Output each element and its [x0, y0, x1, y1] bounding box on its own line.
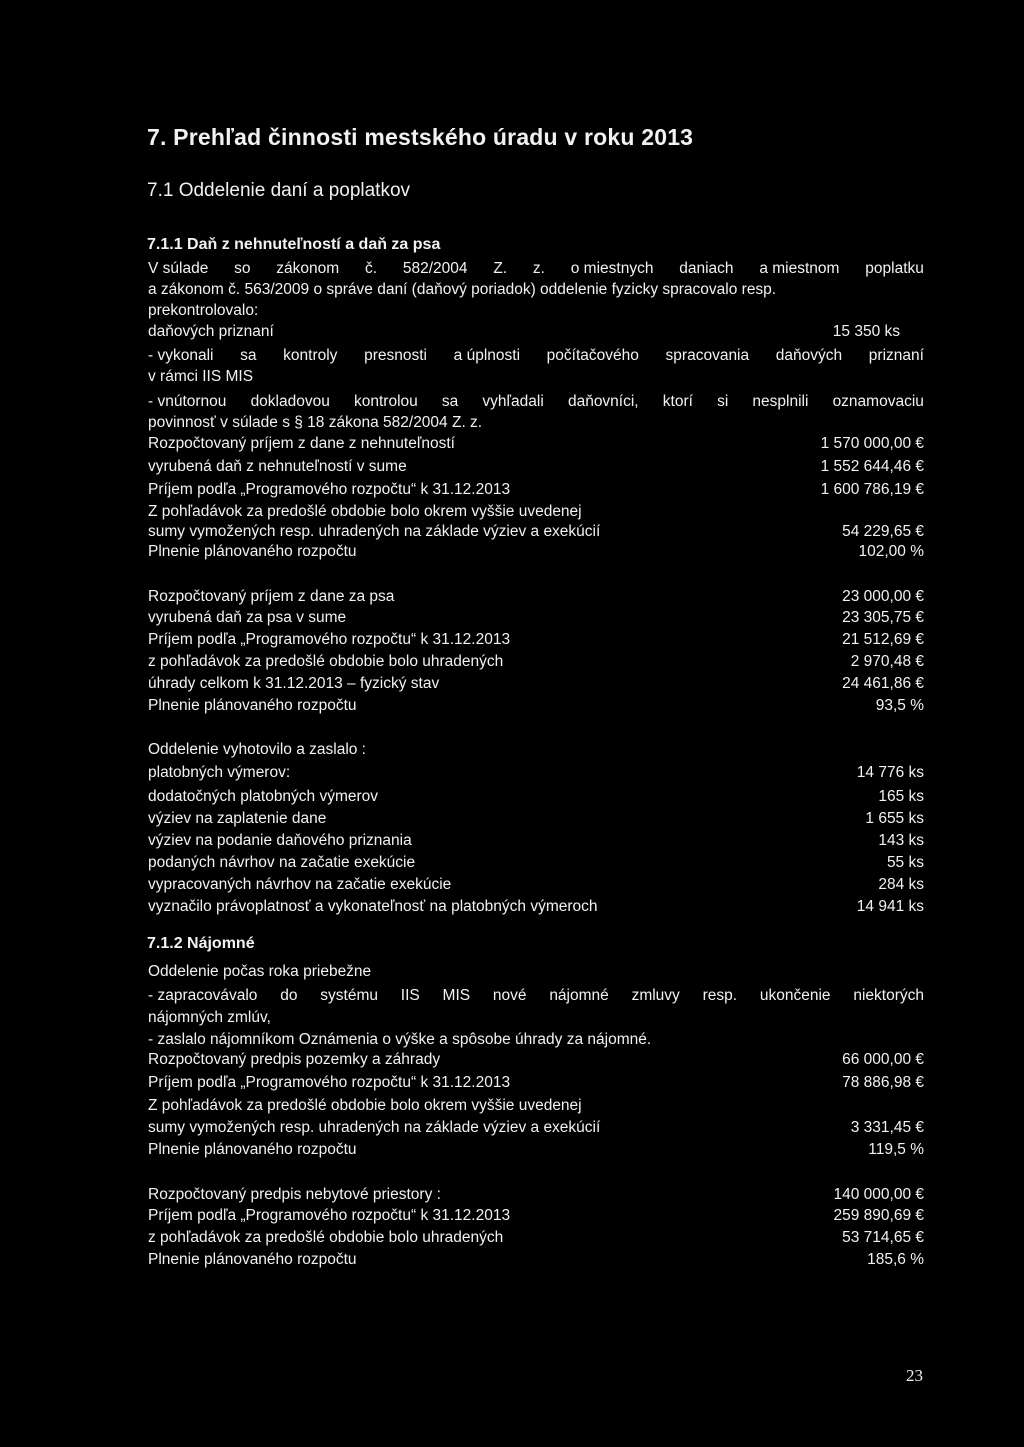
row-label: Plnenie plánovaného rozpočtu — [148, 697, 357, 714]
row-label: Rozpočtovaný príjem z dane za psa — [148, 588, 395, 605]
intro-line-2: a zákonom č. 563/2009 o správe daní (daňový poriadok) oddelenie fyzicky spracovalo resp. — [148, 281, 777, 298]
word: systému — [320, 987, 378, 1004]
row-value: 21 512,69 € — [842, 631, 924, 648]
word: nájomné — [549, 987, 609, 1004]
word: kontroly — [283, 347, 338, 364]
najomne-line-1: Oddelenie počas roka priebežne — [148, 963, 372, 980]
row-label: sumy vymožených resp. uhradených na základe výziev a exekúcií — [148, 1119, 601, 1136]
word: niektorých — [853, 987, 924, 1004]
row-value: 1 570 000,00 € — [820, 435, 924, 452]
word: 582/2004 — [402, 260, 468, 277]
row-label: vyrubená daň z nehnuteľností v sume — [148, 458, 407, 475]
najomne-line-3: nájomných zmlúv, — [148, 1009, 271, 1026]
row-label: vyznačilo právoplatnosť a vykonateľnosť na platobných výmeroch — [148, 898, 598, 915]
section-heading: 7.1 Oddelenie daní a poplatkov — [147, 180, 411, 201]
word: resp. — [702, 987, 738, 1004]
intro-line-4-label: daňových priznaní — [148, 323, 274, 340]
word: nové — [492, 987, 527, 1004]
word: o miestnych — [570, 260, 654, 277]
intro-line-5 — [148, 346, 924, 366]
row-label: Príjem podľa „Programového rozpočtu“ k 31.12.2013 — [148, 631, 511, 648]
word: daniach — [679, 260, 734, 277]
row-value: 2 970,48 € — [850, 653, 924, 670]
row-label: podaných návrhov na začatie exekúcie — [148, 854, 416, 871]
row-value: 119,5 % — [868, 1141, 924, 1158]
row-value: 93,5 % — [875, 697, 924, 714]
row-value: 185,6 % — [867, 1251, 924, 1268]
word: - zapracovávalo — [148, 987, 258, 1004]
najomne-line-4: - zaslalo nájomníkom Oznámenia o výške a spôsobe úhrady za nájomné. — [148, 1031, 652, 1048]
intro-line-6: v rámci IIS MIS — [148, 368, 254, 385]
row-label: Príjem podľa „Programového rozpočtu“ k 31.12.2013 — [148, 481, 511, 498]
word: a miestnom — [759, 260, 840, 277]
word: - vnútornou — [148, 393, 227, 410]
intro-line-8: povinnosť v súlade s § 18 zákona 582/2004 Z. z. — [148, 414, 483, 431]
row-value: 284 ks — [878, 876, 924, 893]
row-value: 1 600 786,19 € — [820, 481, 924, 498]
row-label: výziev na zaplatenie dane — [148, 810, 327, 827]
word: daňových — [775, 347, 843, 364]
row-value: 143 ks — [878, 832, 924, 849]
row-label: úhrady celkom k 31.12.2013 – fyzický stav — [148, 675, 440, 692]
word: IIS — [400, 987, 420, 1004]
word: ktorí — [662, 393, 693, 410]
word: si — [717, 393, 729, 410]
word: č. — [365, 260, 378, 277]
subsection-heading-najomne: 7.1.2 Nájomné — [147, 935, 255, 952]
row-value: 14 776 ks — [856, 764, 924, 781]
row-value: 53 714,65 € — [842, 1229, 924, 1246]
row-label: vypracovaných návrhov na začatie exekúcie — [148, 876, 452, 893]
row-label: Z pohľadávok za predošlé obdobie bolo okrem vyššie uvedenej — [148, 1097, 582, 1114]
row-value: 140 000,00 € — [833, 1186, 924, 1203]
row-value: 55 ks — [886, 854, 924, 871]
row-label: dodatočných platobných výmerov — [148, 788, 379, 805]
row-label: Rozpočtovaný predpis nebytové priestory : — [148, 1186, 441, 1203]
row-label: Plnenie plánovaného rozpočtu — [148, 1141, 357, 1158]
row-label: Príjem podľa „Programového rozpočtu“ k 31.12.2013 — [148, 1074, 511, 1091]
row-value: 24 461,86 € — [842, 675, 924, 692]
intro-line-4-value: 15 350 ks — [832, 323, 900, 340]
row-label: Rozpočtovaný príjem z dane z nehnuteľností — [148, 435, 455, 452]
word: poplatku — [865, 260, 924, 277]
row-label: z pohľadávok za predošlé obdobie bolo uhradených — [148, 653, 504, 670]
intro-line-1 — [148, 259, 924, 279]
row-value: 1 552 644,46 € — [820, 458, 924, 475]
row-value: 66 000,00 € — [842, 1051, 924, 1068]
word: Z. — [493, 260, 508, 277]
word: priznaní — [868, 347, 924, 364]
word: spracovania — [665, 347, 750, 364]
row-label: Plnenie plánovaného rozpočtu — [148, 1251, 357, 1268]
row-value: 54 229,65 € — [842, 523, 924, 540]
row-label: Plnenie plánovaného rozpočtu — [148, 543, 357, 560]
word: sa — [441, 393, 459, 410]
word: oznamovaciu — [832, 393, 924, 410]
word: nesplnili — [752, 393, 809, 410]
word: dokladovou — [250, 393, 330, 410]
row-value: 78 886,98 € — [842, 1074, 924, 1091]
row-value: 14 941 ks — [856, 898, 924, 915]
subsection-heading-dane: 7.1.1 Daň z nehnuteľností a daň za psa — [147, 236, 441, 253]
word: zákonom — [276, 260, 340, 277]
word: presnosti — [364, 347, 427, 364]
word: MIS — [442, 987, 471, 1004]
row-label: vyrubená daň za psa v sume — [148, 609, 347, 626]
row-label: Príjem podľa „Programového rozpočtu“ k 31.12.2013 — [148, 1207, 511, 1224]
page-title: 7. Prehľad činnosti mestského úradu v roku 2013 — [147, 124, 694, 150]
row-value: 23 305,75 € — [842, 609, 924, 626]
word: V súlade — [148, 260, 209, 277]
row-label: z pohľadávok za predošlé obdobie bolo uhradených — [148, 1229, 504, 1246]
intro-line-3: prekontrolovalo: — [148, 302, 259, 319]
row-value: 1 655 ks — [865, 810, 924, 827]
word: vyhľadali — [482, 393, 544, 410]
page-number: 23 — [906, 1366, 923, 1385]
row-value: 165 ks — [878, 788, 924, 805]
intro-line-7 — [148, 392, 924, 412]
row-label: sumy vymožených resp. uhradených na základe výziev a exekúcií — [148, 523, 601, 540]
word: zmluvy — [631, 987, 680, 1004]
word: - vykonali — [148, 347, 214, 364]
word: do — [280, 987, 298, 1004]
row-value: 259 890,69 € — [833, 1207, 924, 1224]
row-label: Z pohľadávok za predošlé obdobie bolo okrem vyššie uvedenej — [148, 503, 582, 520]
row-value: 3 331,45 € — [850, 1119, 924, 1136]
row-label: výziev na podanie daňového priznania — [148, 832, 412, 849]
row-label: Oddelenie vyhotovilo a zaslalo : — [148, 741, 366, 758]
word: sa — [240, 347, 257, 364]
row-value: 23 000,00 € — [842, 588, 924, 605]
word: počítačového — [546, 347, 639, 364]
word: kontrolou — [354, 393, 418, 410]
word: daňovníci, — [567, 393, 639, 410]
word: a úplnosti — [453, 347, 521, 364]
word: so — [234, 260, 251, 277]
word: ukončenie — [759, 987, 831, 1004]
najomne-line-2 — [148, 986, 924, 1006]
row-label: Rozpočtovaný predpis pozemky a záhrady — [148, 1051, 441, 1068]
row-label: platobných výmerov: — [148, 764, 291, 781]
word: z. — [532, 260, 545, 277]
row-value: 102,00 % — [858, 543, 924, 560]
